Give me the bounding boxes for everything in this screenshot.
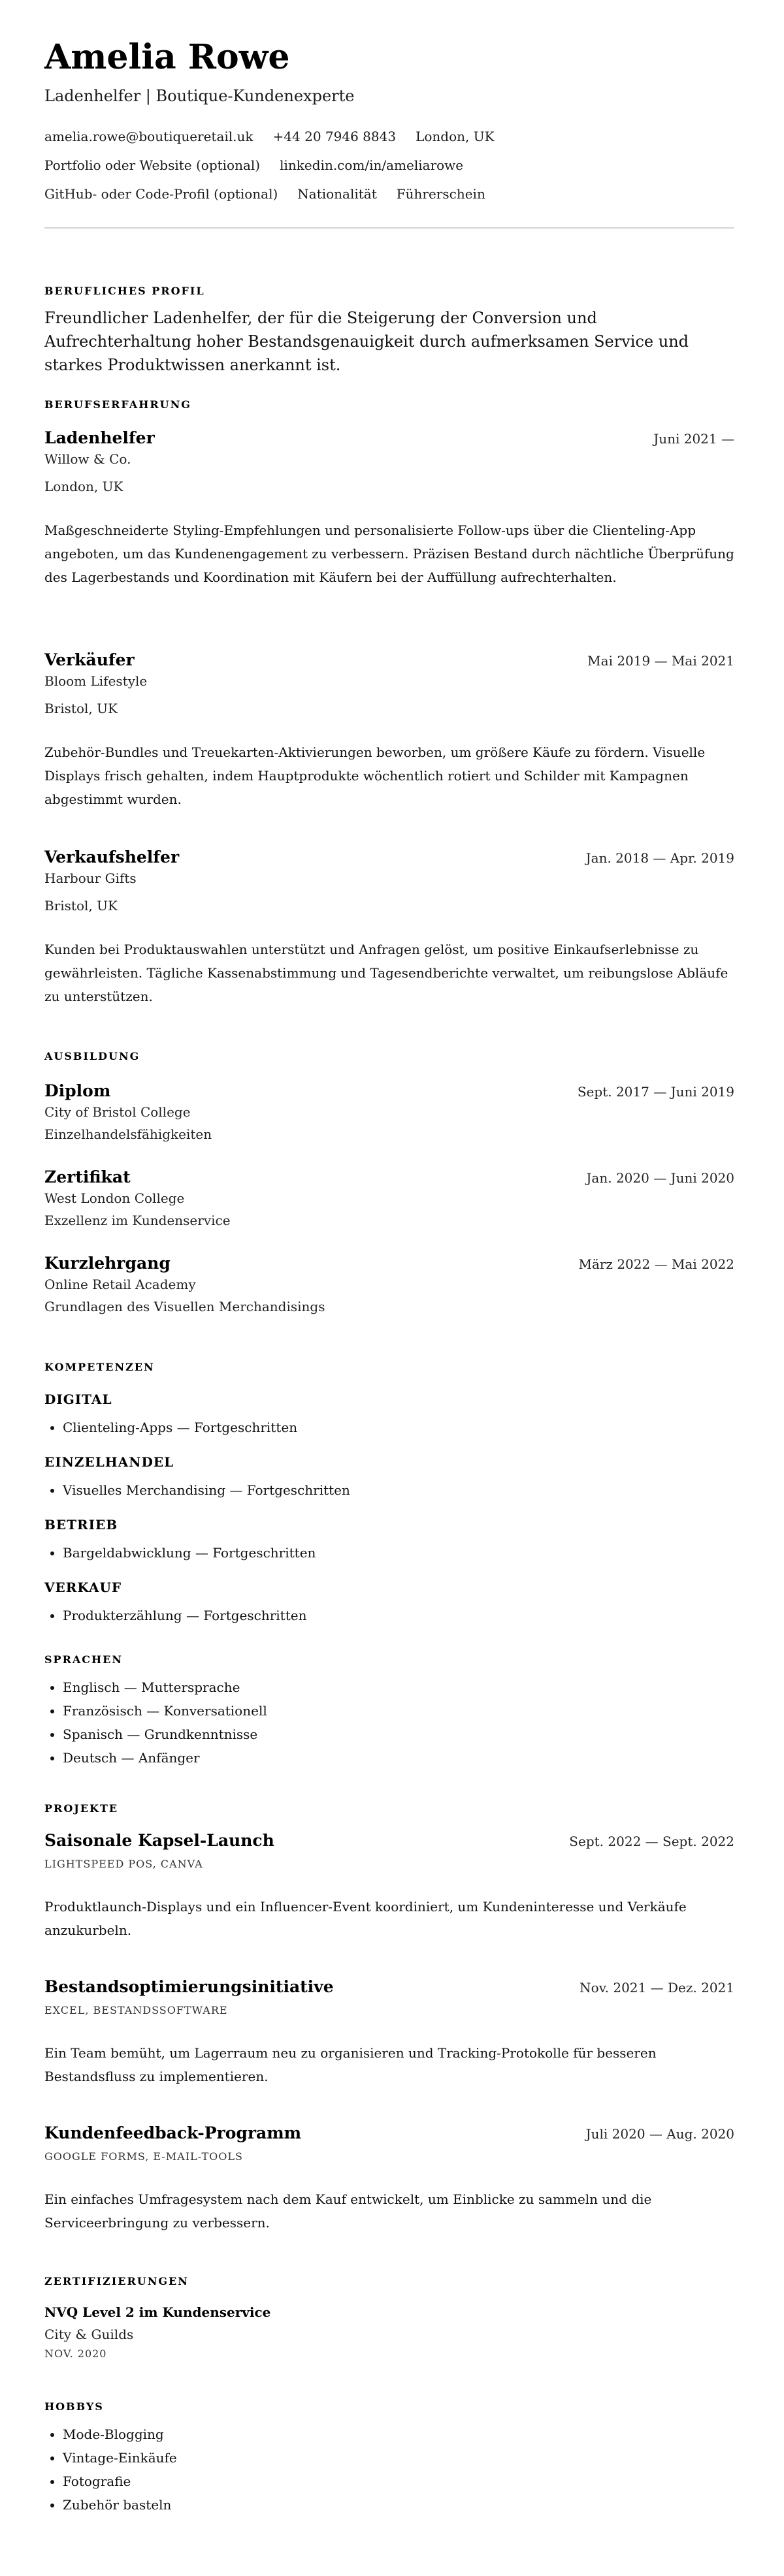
header-divider [44,227,734,229]
job-location: London, UK [44,479,123,494]
degree: Diplom [44,1081,111,1100]
candidate-name: Amelia Rowe [44,37,290,77]
project-entry [44,2122,734,2234]
language-item: • Spanisch — Grundkenntnisse [63,1723,753,1746]
field-of-study: Grundlagen des Visuellen Merchandisings [44,1299,325,1314]
job-location: Bristol, UK [44,701,118,716]
contact-row [44,184,734,204]
skill-group [44,1452,734,1502]
degree: Kurzlehrgang [44,1254,171,1273]
section-title: BERUFLICHES PROFIL [44,285,205,297]
project-name: Bestandsoptimierungsinitiative [44,1977,334,1996]
section-title: PROJEKTE [44,1802,119,1815]
project-dates: Nov. 2021 — Dez. 2021 [580,1980,734,1996]
certification-date: NOV. 2020 [44,2347,107,2360]
email[interactable]: amelia.rowe@boutiqueretail.uk [44,129,253,144]
contact-row [44,127,734,146]
job-description: Zubehör-Bundles und Treuekarten-Aktivierungen beworben, um größere Käufe zu fördern. Visuelle Displays frisch gehalten, indem Hauptprodukte wöchentlich rotiert und Schilder mit Kampagnen abgestimmt wurden. [44,744,706,807]
skill-list [44,1416,734,1439]
location: London, UK [416,129,495,144]
language-item: • Französisch — Konversationell [63,1699,753,1723]
job-location: Bristol, UK [44,898,118,914]
job-dates: Jan. 2018 — Apr. 2019 [585,850,734,866]
company: Willow & Co. [44,451,131,467]
school: City of Bristol College [44,1104,191,1120]
experience-entry [44,427,734,589]
education-dates: Jan. 2020 — Juni 2020 [586,1170,734,1186]
github-link[interactable]: GitHub- oder Code-Profil (optional) [44,186,278,202]
section-title: HOBBYS [44,2400,104,2413]
project-name: Saisonale Kapsel-Launch [44,1831,274,1850]
job-title: Ladenhelfer [44,428,155,447]
entry-header [44,1830,734,1852]
entry-header [44,1252,734,1275]
section-title: ZERTIFIZIERUNGEN [44,2275,189,2287]
experience-entry [44,846,734,1008]
hobby-item: • Vintage-Einkäufe [63,2446,753,2470]
project-description: Produktlaunch-Displays und ein Influencer-Event koordiniert, um Kundeninteresse und Verkäufe anzukurbeln. [44,1899,687,1938]
entry-header [44,1976,734,1998]
skill-category: BETRIEB [44,1517,118,1533]
section-title: KOMPETENZEN [44,1361,155,1373]
company: Bloom Lifestyle [44,673,148,689]
job-description: Kunden bei Produktauswahlen unterstützt und Anfragen gelöst, um positive Einkaufserlebnisse zu gewährleisten. Tägliche Kassenabstimmung und Tagesendberichte verwaltet, um reibungslose Abläufe zu unterstützen. [44,942,728,1004]
school: Online Retail Academy [44,1277,196,1292]
job-title: Verkaufshelfer [44,848,180,867]
field-of-study: Exzellenz im Kundenservice [44,1213,231,1228]
education-dates: Sept. 2017 — Juni 2019 [577,1084,734,1100]
entry-header [44,427,734,449]
job-title: Verkäufer [44,650,135,669]
language-item: • Deutsch — Anfänger [63,1746,753,1770]
project-dates: Sept. 2022 — Sept. 2022 [569,1834,734,1849]
language-item: • Englisch — Muttersprache [63,1676,753,1699]
candidate-headline: Ladenhelfer | Boutique-Kundenexperte [44,87,355,105]
section-title: AUSBILDUNG [44,1050,140,1062]
section-title: SPRACHEN [44,1653,123,1666]
skill-list [44,1541,734,1565]
entry-header [44,2122,734,2144]
resume-content [44,37,734,2513]
portfolio-link[interactable]: Portfolio oder Website (optional) [44,157,261,173]
skill-list [44,1604,734,1627]
project-tech: EXCEL, BESTANDSSOFTWARE [44,2004,228,2016]
skill-group [44,1578,734,1627]
skill-category: VERKAUF [44,1580,122,1595]
education-entry [44,1166,734,1230]
company: Harbour Gifts [44,870,137,886]
field-of-study: Einzelhandelsfähigkeiten [44,1126,212,1142]
skill-item: • Bargeldabwicklung — Fortgeschritten [63,1541,734,1565]
job-dates: Juni 2021 — [653,431,734,447]
skill-category: EINZELHANDEL [44,1454,174,1470]
entry-header [44,846,734,868]
profile-summary: Freundlicher Ladenhelfer, der für die Steigerung der Conversion und Aufrechterhaltung hoher Bestandsgenauigkeit durch aufmerksamen Service und starkes Produktwissen anerkannt ist. [44,309,689,374]
nationality: Nationalität [297,186,377,202]
skill-group [44,1515,734,1565]
linkedin-link[interactable]: linkedin.com/in/ameliarowe [280,157,464,173]
project-description: Ein Team bemüht, um Lagerraum neu zu organisieren und Tracking-Protokolle für besseren Bestandsfluss zu implementieren. [44,2045,657,2084]
skill-item: • Produkterzählung — Fortgeschritten [63,1604,734,1627]
job-description: Maßgeschneiderte Styling-Empfehlungen und personalisierte Follow-ups über die Clienteling-App angeboten, um das Kundenengagement zu verbessern. Präzisen Bestand durch nächtliche Überprüfung des Lagerbestands und Koordination mit Käufern bei der Auffüllung aufrechterhalten. [44,522,734,585]
section-title: BERUFSERFAHRUNG [44,398,191,411]
project-name: Kundenfeedback-Programm [44,2123,302,2142]
school: West London College [44,1190,185,1206]
contact-row [44,155,734,175]
project-description: Ein einfaches Umfragesystem nach dem Kauf entwickelt, um Einblicke zu sammeln und die Serviceerbringung zu verbessern. [44,2191,652,2231]
education-entry [44,1080,734,1144]
experience-entry [44,649,734,811]
hobby-list [44,2423,753,2517]
certification-issuer: City & Guilds [44,2327,134,2342]
project-tech: GOOGLE FORMS, E-MAIL-TOOLS [44,2150,243,2163]
entry-header [44,1080,734,1102]
drivers-license: Führerschein [396,186,485,202]
language-list [44,1676,753,1770]
skill-category: DIGITAL [44,1391,112,1407]
skill-item: • Visuelles Merchandising — Fortgeschritten [63,1478,734,1502]
hobby-item: • Fotografie [63,2470,753,2493]
skill-item: • Clienteling-Apps — Fortgeschritten [63,1416,734,1439]
job-dates: Mai 2019 — Mai 2021 [587,653,734,669]
entry-header [44,649,734,671]
project-dates: Juli 2020 — Aug. 2020 [585,2126,734,2142]
certification-name: NVQ Level 2 im Kundenservice [44,2304,271,2320]
project-tech: LIGHTSPEED POS, CANVA [44,1858,203,1870]
certification-entry [44,2302,734,2362]
entry-header [44,1166,734,1188]
degree: Zertifikat [44,1168,131,1186]
project-entry [44,1830,734,1942]
education-dates: März 2022 — Mai 2022 [578,1256,734,1272]
project-entry [44,1976,734,2088]
phone[interactable]: +44 20 7946 8843 [272,129,397,144]
education-entry [44,1252,734,1316]
skill-group [44,1390,734,1439]
hobby-item: • Zubehör basteln [63,2493,753,2517]
skill-list [44,1478,734,1502]
hobby-item: • Mode-Blogging [63,2423,753,2446]
profile-section [44,285,734,377]
